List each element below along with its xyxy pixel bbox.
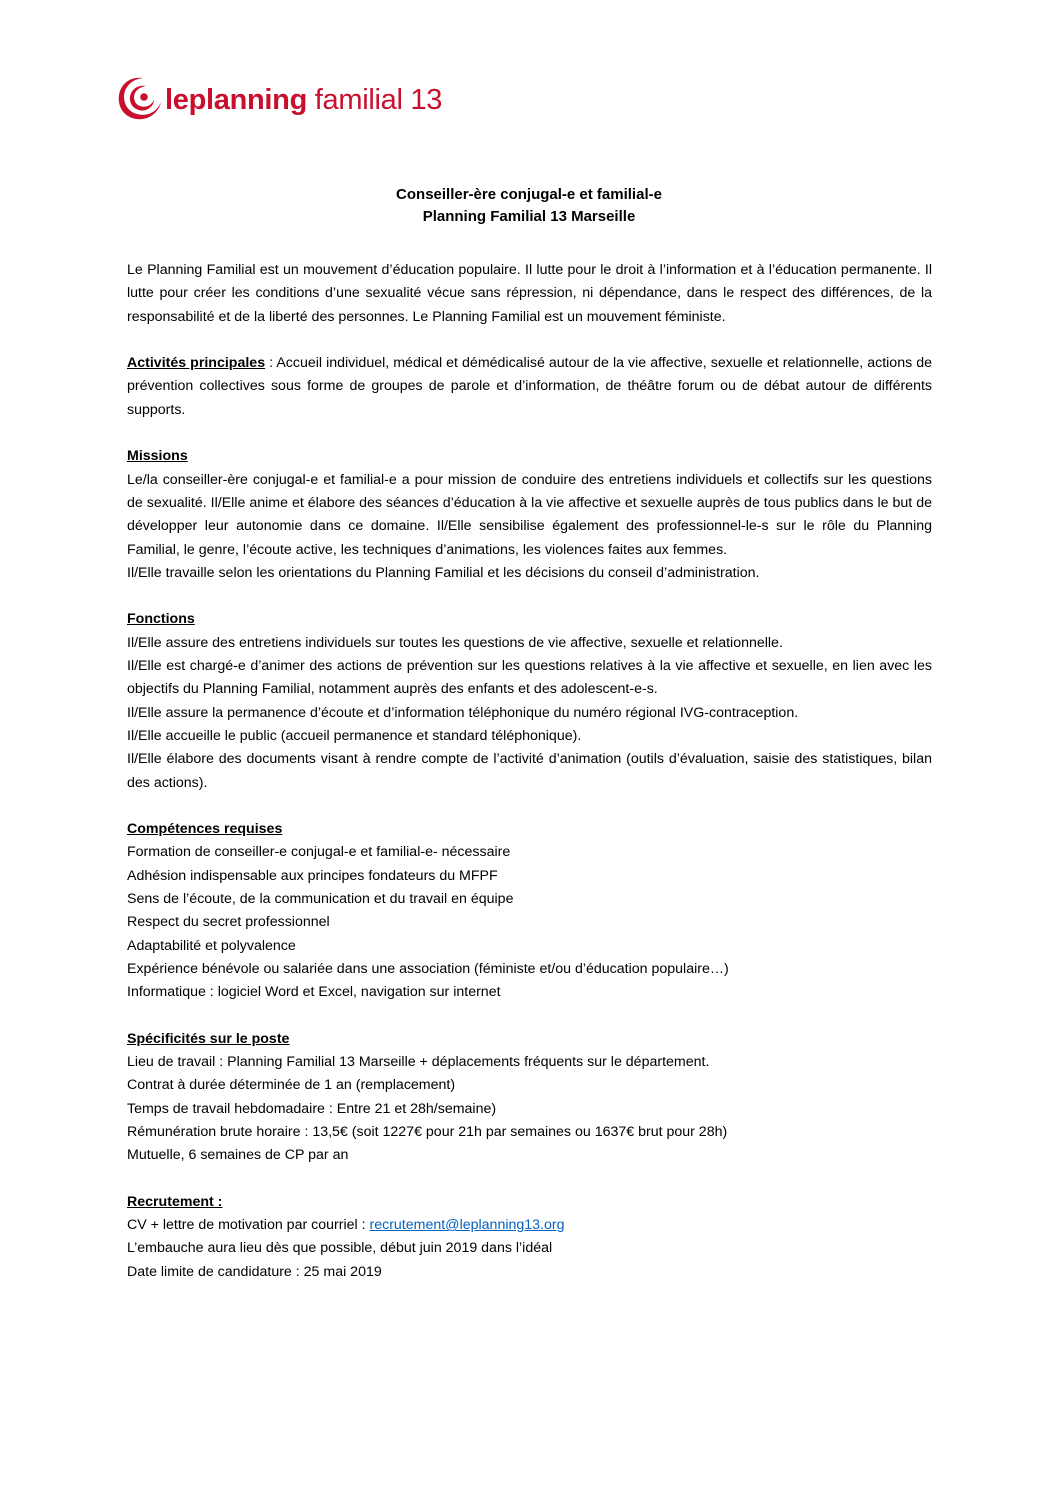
competences-item: Sens de l’écoute, de la communication et du travail en équipe xyxy=(127,891,514,908)
intro-paragraph: Le Planning Familial est un mouvement d’éducation populaire. Il lutte pour le droit à l’information et à l’éducation permanente. Il lutte pour créer les conditions d’une sexualité vécue sans répression, ni dépendance, dans le respect des différences, de la responsabilité et de la liberté des personnes. Le Planning Familial est un mouvement féministe. xyxy=(127,262,932,325)
spacer xyxy=(127,329,932,352)
logo-text-familial: familial 13 xyxy=(307,84,443,116)
spacer xyxy=(127,1005,932,1028)
recrutement-email-link[interactable]: recrutement@leplanning13.org xyxy=(369,1217,565,1234)
fonctions-item: Il/Elle assure la permanence d’écoute et d’information téléphonique du numéro régional IVG-contraception. xyxy=(127,704,799,721)
title-line-1: Conseiller-ère conjugal-e et familial-e xyxy=(396,186,662,203)
specificites-item: Mutuelle, 6 semaines de CP par an xyxy=(127,1147,349,1164)
activites-label: Activités principales xyxy=(127,355,266,372)
fonctions-heading: Fonctions xyxy=(127,611,195,628)
logo-text-le: le xyxy=(165,84,189,116)
spacer xyxy=(127,585,932,608)
missions-paragraph-1: Le/la conseiller-ère conjugal-e et familial-e a pour mission de conduire des entretiens individuels et collectifs sur les questions de sexualité. Il/Elle anime et élabore des séances d’éducation à la vie affective et sexuelle auprès de tous publics dans le but de développer leur autonomie dans ce domaine. Il/Elle sensibilise également des professionnel-le-s sur le rôle du Planning Familial, le genre, l’écoute active, les techniques d’animations, les violences faites aux femmes. xyxy=(127,471,932,558)
activites-text: : Accueil individuel, médical et démédicalisé autour de la vie affective, sexuelle et relationnelle, actions de prévention collectives sous forme de groupes de parole et d’information, de théâtre forum ou de débat autour de différents supports. xyxy=(127,355,932,418)
competences-item: Informatique : logiciel Word et Excel, navigation sur internet xyxy=(127,984,501,1001)
competences-item: Adaptabilité et polyvalence xyxy=(127,937,296,954)
document-body xyxy=(127,259,932,1284)
competences-item: Adhésion indispensable aux principes fondateurs du MFPF xyxy=(127,867,498,884)
competences-item: Respect du secret professionnel xyxy=(127,914,330,931)
missions-heading: Missions xyxy=(127,448,188,465)
document-title xyxy=(0,184,1058,228)
organization-logo xyxy=(113,72,442,124)
spacer xyxy=(127,1168,932,1191)
specificites-item: Temps de travail hebdomadaire : Entre 21 et 28h/semaine) xyxy=(127,1100,497,1117)
spacer xyxy=(127,795,932,818)
missions-paragraph-2: Il/Elle travaille selon les orientations du Planning Familial et les décisions du conseil d’administration. xyxy=(127,564,760,581)
recrutement-cv-text: CV + lettre de motivation par courriel : xyxy=(127,1217,370,1234)
logo-swirl-icon xyxy=(113,72,163,124)
specificites-item: Rémunération brute horaire : 13,5€ (soit 1227€ pour 21h par semaines ou 1637€ brut pour 28h) xyxy=(127,1123,728,1140)
fonctions-item: Il/Elle élabore des documents visant à rendre compte de l’activité d’animation (outils d’évaluation, saisie des statistiques, bilan des actions). xyxy=(127,751,932,791)
competences-heading: Compétences requises xyxy=(127,821,283,838)
specificites-heading: Spécificités sur le poste xyxy=(127,1030,290,1047)
specificites-item: Lieu de travail : Planning Familial 13 Marseille + déplacements fréquents sur le département. xyxy=(127,1054,710,1071)
recrutement-heading: Recrutement : xyxy=(127,1193,223,1210)
activites-paragraph xyxy=(127,352,932,422)
recrutement-date-limite: Date limite de candidature : 25 mai 2019 xyxy=(127,1263,382,1280)
title-line-2: Planning Familial 13 Marseille xyxy=(422,208,636,225)
fonctions-item: Il/Elle assure des entretiens individuels sur toutes les questions de vie affective, sexuelle et relationnelle. xyxy=(127,634,783,651)
competences-item: Formation de conseiller-e conjugal-e et familial-e- nécessaire xyxy=(127,844,511,861)
competences-item: Expérience bénévole ou salariée dans une association (féministe et/ou d’éducation populaire…) xyxy=(127,960,729,977)
logo-wordmark xyxy=(165,86,442,124)
recrutement-cv-line xyxy=(127,1214,932,1237)
recrutement-embauche: L’embauche aura lieu dès que possible, début juin 2019 dans l’idéal xyxy=(127,1240,553,1257)
fonctions-item: Il/Elle accueille le public (accueil permanence et standard téléphonique). xyxy=(127,727,582,744)
spacer xyxy=(127,422,932,445)
fonctions-item: Il/Elle est chargé-e d’animer des actions de prévention sur les questions relatives à la vie affective et sexuelle, en lien avec les objectifs du Planning Familial, notamment auprès des enfants et des adolescent-e-s. xyxy=(127,658,932,698)
specificites-item: Contrat à durée déterminée de 1 an (remplacement) xyxy=(127,1077,456,1094)
logo-text-planning: planning xyxy=(188,84,308,116)
